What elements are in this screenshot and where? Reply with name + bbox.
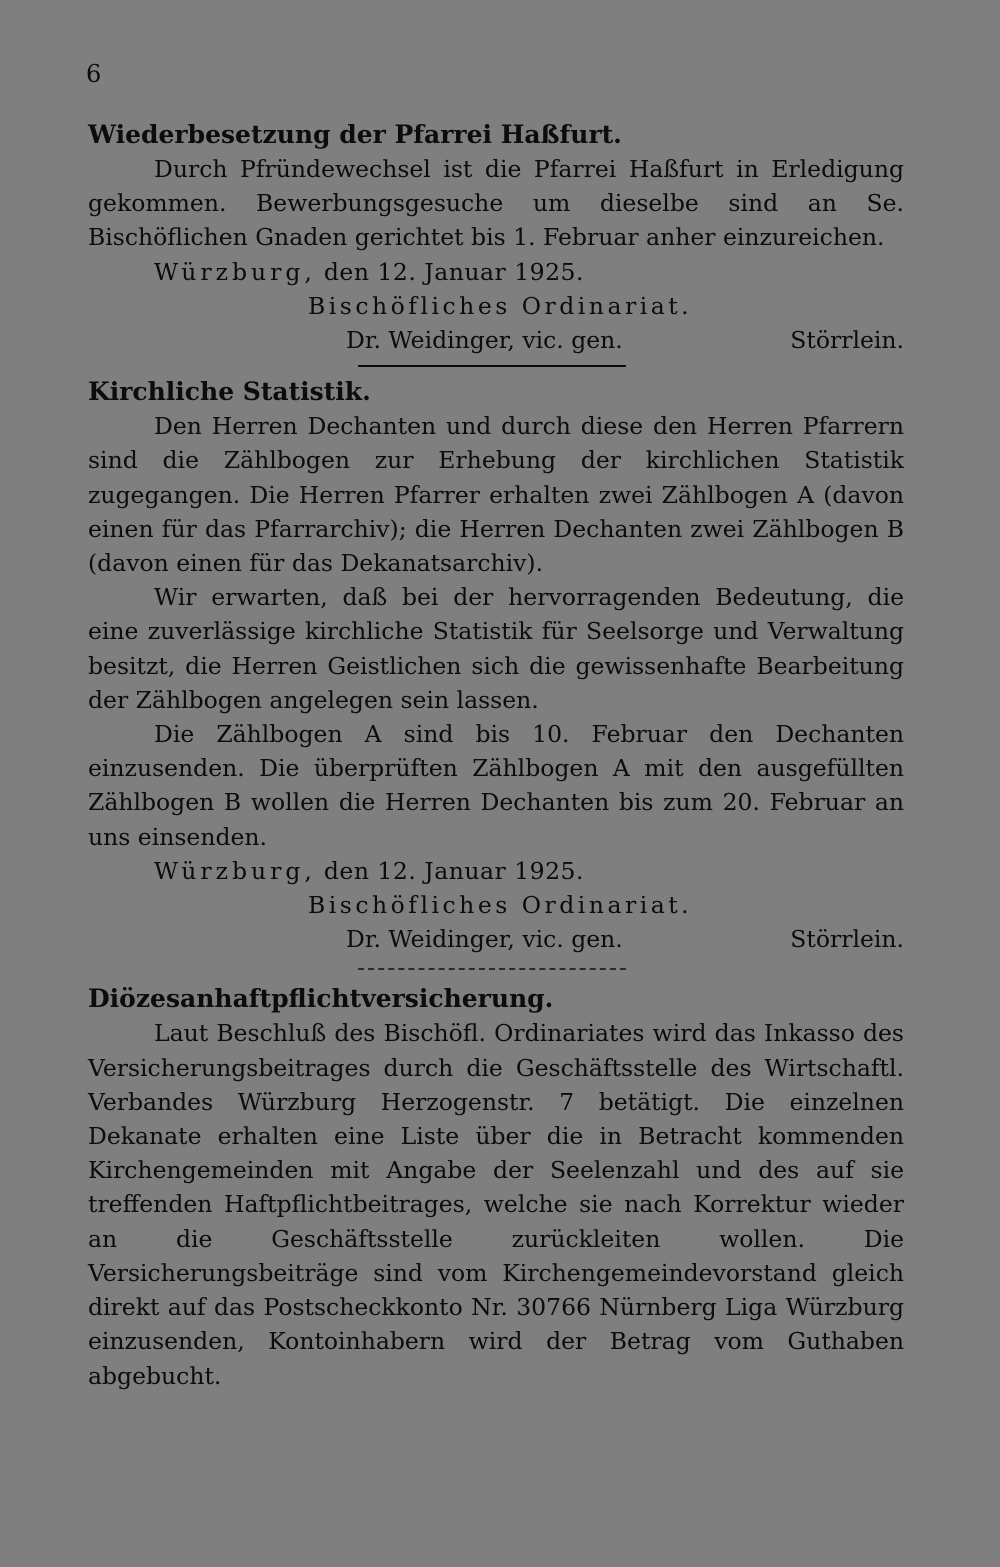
signature-right: Störrlein. bbox=[790, 326, 904, 355]
issuing-authority: Bischöfliches Ordinariat. bbox=[308, 891, 693, 920]
paragraph: Laut Beschluß des Bischöfl. Ordinariates wird das Inkasso des Versicherungsbeitrages durch die Geschäftsstelle des Wirtschaftl. Verbandes Würzburg Herzogenstr. 7 betätigt. Die einzelnen Dekanate erhalten eine Liste über die in Betracht kommenden Kirchengemeinden mit Angabe der Seelenzahl und des auf sie treffenden Haftpflichtbeitrages, welche sie nach Korrektur wieder an die Geschäftsstelle zurückleiten wollen. Die Versicherungsbeiträge sind vom Kirchengemeindevorstand gleich direkt auf das Postscheckkonto Nr. 30766 Nürnberg Liga Würzburg einzusenden, Kontoinhabern wird der Betrag vom Guthaben abgebucht. bbox=[88, 1019, 904, 1390]
section-heading: Diözesanhaftpflichtversicherung. bbox=[88, 984, 554, 1014]
section-pfarrei-hassfurt bbox=[88, 118, 904, 357]
paragraph: Wir erwarten, daß bei der hervorragenden Bedeutung, die eine zuverlässige kirchliche Statistik für Seelsorge und Verwaltung besitzt, die Herren Geistlichen sich die gewissenhafte Bearbeitung der Zählbogen angelegen sein lassen. bbox=[88, 583, 904, 714]
dateline-date: den 12. Januar 1925. bbox=[323, 257, 584, 286]
section-kirchliche-statistik bbox=[88, 375, 904, 956]
dateline bbox=[88, 255, 904, 289]
signature-row bbox=[88, 323, 904, 357]
signature-left: Dr. Weidinger, vic. gen. bbox=[346, 925, 623, 954]
signature-left: Dr. Weidinger, vic. gen. bbox=[346, 326, 623, 355]
paragraph: Die Zählbogen A sind bis 10. Februar den Dechanten einzusenden. Die überprüften Zählbogen A mit den ausgefüllten Zählbogen B wollen die Herren Dechanten bis zum 20. Februar an uns einsenden. bbox=[88, 720, 904, 851]
dateline-city: Würzburg, bbox=[154, 856, 316, 885]
paragraph: Den Herren Dechanten und durch diese den Herren Pfarrern sind die Zählbogen zur Erhebung der kirchlichen Statistik zugegangen. Die Herren Pfarrer erhalten zwei Zählbogen A (davon einen für das Pfarrarchiv); die Herren Dechanten zwei Zählbogen B (davon einen für das Dekanatsarchiv). bbox=[88, 412, 904, 578]
dateline bbox=[88, 854, 904, 888]
section-haftpflichtversicherung bbox=[88, 982, 904, 1392]
section-divider bbox=[358, 365, 626, 367]
section-heading: Kirchliche Statistik. bbox=[88, 377, 371, 407]
dateline-city: Würzburg, bbox=[154, 257, 316, 286]
page-number: 6 bbox=[86, 60, 102, 88]
signature-right: Störrlein. bbox=[790, 925, 904, 954]
section-heading: Wiederbesetzung der Pfarrei Haßfurt. bbox=[88, 120, 622, 149]
signature-row bbox=[88, 922, 904, 956]
paragraph: Durch Pfründewechsel ist die Pfarrei Haßfurt in Erledigung gekommen. Bewerbungsgesuche um dieselbe sind an Se. Bischöflichen Gnaden gerichtet bis 1. Februar anher einzureichen. bbox=[88, 155, 904, 252]
section-divider bbox=[358, 968, 626, 970]
issuing-authority: Bischöfliches Ordinariat. bbox=[308, 291, 693, 320]
dateline-date: den 12. Januar 1925. bbox=[323, 856, 584, 885]
